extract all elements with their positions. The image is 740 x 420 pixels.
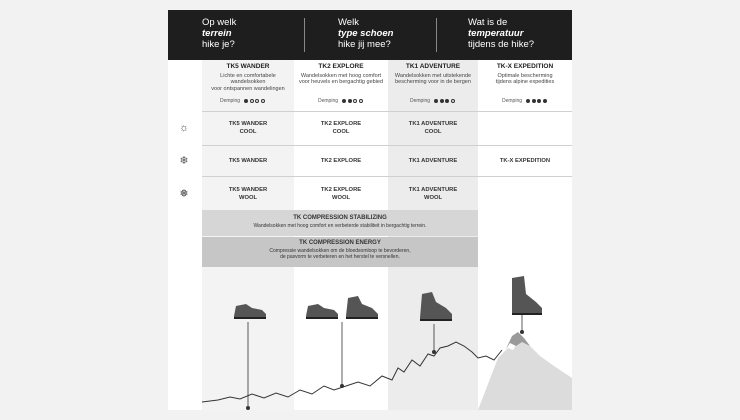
demping-label: Demping: [318, 98, 339, 104]
band-title: TK COMPRESSION STABILIZING: [293, 215, 387, 221]
cell-variant: COOL: [424, 129, 442, 135]
q2-emphasis: type schoen: [338, 28, 394, 39]
snowflake-icon: ❄: [179, 155, 189, 167]
cell-model: TK5 WANDER: [228, 121, 268, 127]
product-name: TK-X EXPEDITION: [496, 63, 554, 70]
sock-selection-chart: [168, 10, 572, 410]
q1-line1: Op welk: [202, 17, 237, 28]
demping-label: Demping: [220, 98, 241, 104]
pointer-dot: [432, 350, 436, 354]
product-name: TK1 ADVENTURE: [405, 63, 461, 70]
product-desc: Wandelsokken met uitstekende: [394, 72, 472, 79]
q2-line1: Welk: [338, 17, 359, 28]
snowflake-cold-icon: ❅: [179, 188, 189, 200]
cell-explore: TK2 EXPLORE: [320, 158, 362, 164]
cell-variant: COOL: [332, 129, 350, 135]
cell-wander: TK5 WANDER: [228, 158, 268, 164]
cell-model: TK1 ADVENTURE: [408, 121, 458, 127]
band-desc: de pasvorm te verbeteren en het herstel te versnellen.: [280, 254, 400, 260]
pointer-dot: [520, 330, 524, 334]
cell-model: TK2 EXPLORE: [320, 187, 362, 193]
cell-model: TK5 WANDER: [228, 187, 268, 193]
q3-line1: Wat is de: [468, 17, 508, 28]
product-name: TK5 WANDER: [226, 63, 270, 70]
product-desc: bescherming voor in de bergen: [395, 79, 471, 85]
product-desc: voor heuvels en bergachtig gebied: [298, 79, 384, 85]
cell-adventure: TK1 ADVENTURE: [408, 158, 458, 164]
q3-line3: tijdens de hike?: [468, 39, 535, 50]
mid-hiking-boot-icon: [346, 296, 378, 319]
band-desc: Wandelsokken met hoog comfort en verbeterde stabiliteit in bergachtig terrein.: [253, 223, 427, 229]
expedition-boot-icon: [512, 276, 542, 315]
sun-icon: ☼: [178, 122, 190, 134]
terrain-line: [202, 342, 502, 402]
cell-variant: WOOL: [238, 195, 258, 201]
pointer-dot: [246, 406, 250, 410]
q1-emphasis: terrein: [202, 28, 232, 39]
mountain-shape: [478, 338, 572, 410]
band-desc: Compressie wandelsokken om de bloedsomloop te bevorderen,: [269, 248, 411, 254]
mountain-boot-icon: [420, 292, 452, 321]
pointer-dot: [340, 384, 344, 388]
product-desc: voor ontspannen wandelingen: [211, 85, 285, 92]
product-desc: Wandelsokken met hoog comfort: [300, 72, 382, 79]
q1-line3: hike je?: [202, 39, 235, 50]
product-desc: Optimale bescherming: [497, 72, 553, 79]
cell-model: TK1 ADVENTURE: [408, 187, 458, 193]
product-name: TK2 EXPLORE: [318, 63, 364, 70]
product-desc: tijdens alpine expedities: [495, 79, 555, 85]
terrain-illustration: [168, 10, 572, 410]
q2-line3: hike jij mee?: [338, 39, 391, 50]
cell-expedition: TK-X EXPEDITION: [499, 158, 551, 164]
trail-shoe-icon: [306, 304, 338, 319]
q3-emphasis: temperatuur: [468, 28, 524, 39]
demping-label: Demping: [502, 98, 523, 104]
low-hiking-shoe-icon: [234, 304, 266, 319]
demping-label: Demping: [410, 98, 431, 104]
band-title: TK COMPRESSION ENERGY: [299, 240, 381, 246]
cell-variant: WOOL: [331, 195, 351, 201]
cell-variant: COOL: [239, 129, 257, 135]
cell-model: TK2 EXPLORE: [320, 121, 362, 127]
cell-variant: WOOL: [423, 195, 443, 201]
product-desc: Lichte en comfortabele wandelsokken: [220, 72, 276, 85]
